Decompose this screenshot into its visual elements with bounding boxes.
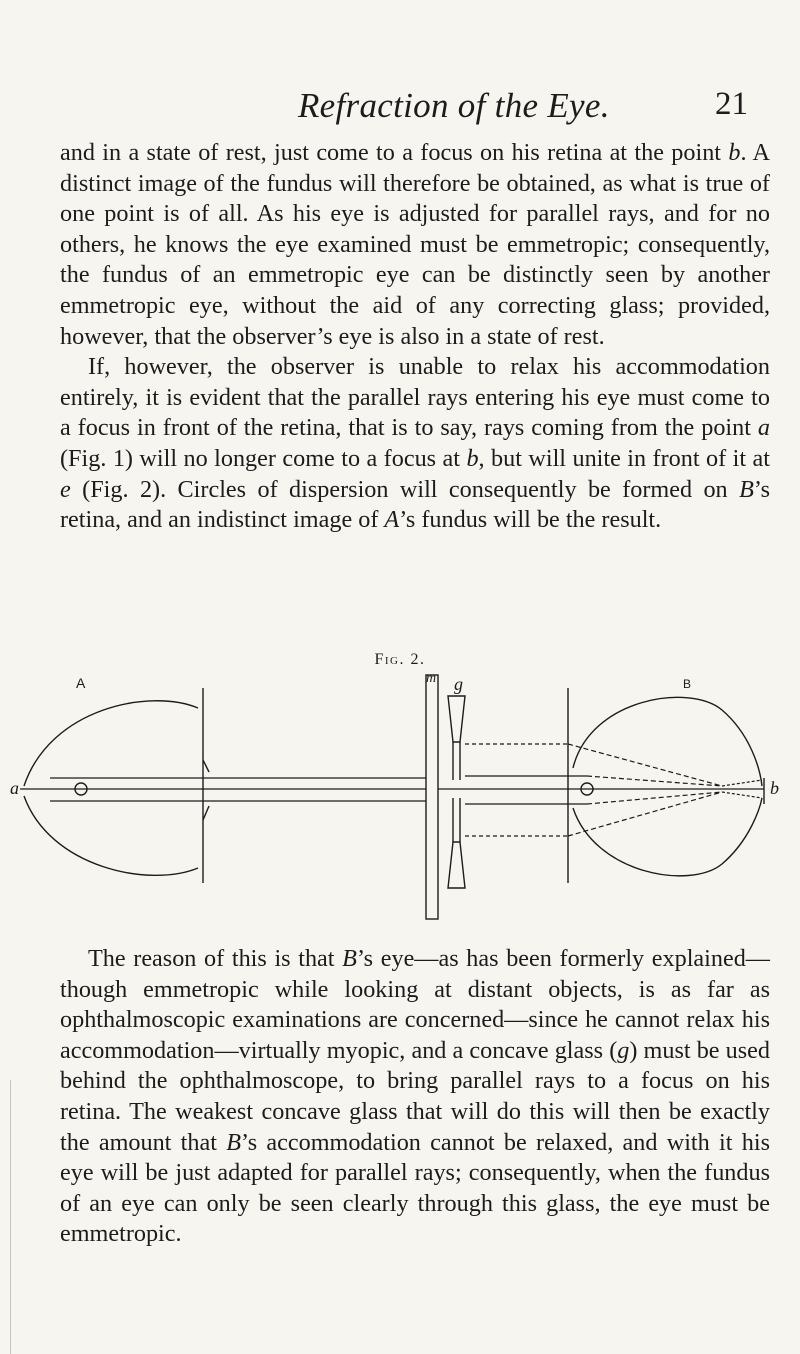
label-g: g [454,674,463,694]
text-run: ’s eye—as has been formerly explained—though emmetropic while looking at distant objects, is as far as ophthalmoscopic examinations are concerned—since he cannot relax his accommodation—virtually myopic, and a concave glass ( [60,945,770,1064]
text-run: . A distinct image of the fundus will therefore be obtained, as what is true of one point is of all. As his eye is adjusted for parallel rays, and for no others, he knows the eye examined must be emmetropic; consequently, the fundus of an emmetropic eye can be distinctly seen by another emmetropic eye, without the aid of any correcting glass; provided, however, that the observer’s eye is also in a state of rest. [60,139,770,350]
label-B: B [683,677,692,691]
ray-diverge-1 [722,780,762,786]
italic-text: B [342,945,357,972]
italic-text: A [384,506,400,534]
italic-text: g [617,1036,630,1064]
figure-caption-number: . 2. [399,651,426,668]
eye-diagram [10,668,790,920]
italic-text: B [226,1128,241,1156]
eye-a-lower-outline [24,796,198,875]
italic-text: b [728,139,741,166]
text-run: The reason of this is that [88,945,343,972]
running-title: Refraction of the Eye. [298,86,610,125]
body-text-top [60,138,770,536]
text-run: ) must be used behind the ophthalmoscope, to bring parallel rays to a focus on his retina. The weakest concave glass that will do this will then be exactly the amount that [60,1036,771,1156]
label-A: A [76,675,86,691]
label-b: b [770,778,779,798]
mirror-m [426,675,438,919]
glass-g-upper [448,696,465,742]
paragraph [60,944,770,1250]
running-head [60,86,748,126]
text-run: ’s retina, and an indistinct image of [60,475,770,534]
text-run: , but will unite in front of it at [478,444,770,472]
ray-diverge-2 [722,792,762,798]
italic-text: b [466,444,479,472]
glass-g-lower [448,842,465,888]
eye-a-upper-outline [24,701,198,786]
text-run: ’s fundus will be the result. [399,506,662,534]
text-run: If, however, the observer is unable to relax his accommodation entirely, it is evident that the parallel rays entering his eye must come to a focus in front of the retina, that is to say, rays coming from the point [60,353,770,442]
label-m: m [426,671,437,686]
italic-text: e [60,475,71,503]
figure-2-diagram [10,668,790,920]
text-run: and in a state of rest, just come to a focus on his retina at the point [60,139,729,166]
figure-caption-prefix: Fig [374,651,400,668]
text-run: ’s accommodation cannot be relaxed, and with it his eye will be just adapted for parallel rays; consequently, when the fundus of an eye can only be seen clearly through this glass, the eye must be emmetropic. [60,1128,770,1248]
paragraph [60,352,770,536]
eye-a-tick-bottom [203,806,209,820]
text-run: (Fig. 1) will no longer come to a focus at [60,444,467,472]
italic-text: a [757,414,770,442]
paragraph [60,138,770,352]
body-text-bottom [60,944,770,1250]
page-number: 21 [715,86,748,122]
eye-b-lower-outline [573,798,762,876]
text-run: (Fig. 2). Circles of dispersion will consequently be formed on [70,475,740,503]
label-a: a [10,778,19,798]
page-edge [0,1080,11,1354]
eye-a-tick-top [203,760,209,772]
eye-b-upper-outline [573,697,762,786]
figure-caption [0,651,800,669]
italic-text: B [739,475,754,503]
